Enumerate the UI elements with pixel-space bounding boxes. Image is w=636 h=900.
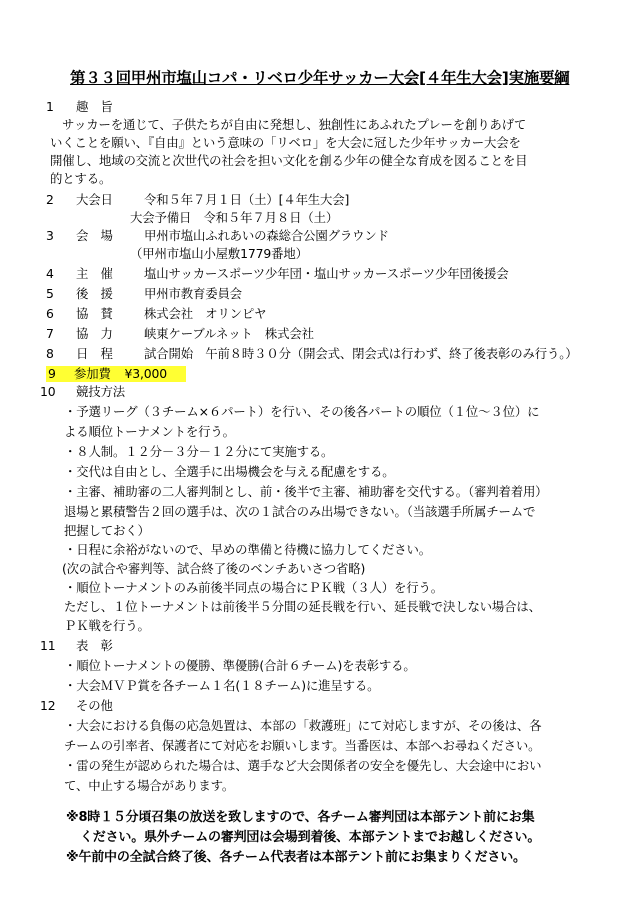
section-number: 5 bbox=[46, 286, 54, 301]
schedule: 試合開始 午前８時３０分（開会式、閉会式は行わず、終了後表彰のみ行う。） bbox=[144, 346, 578, 361]
venue: 甲州市塩山ふれあいの森総合公園グラウンド bbox=[144, 228, 389, 243]
section-label: 参加費 bbox=[74, 366, 111, 381]
rule-line: ・交代は自由とし、全選手に出場機会を与える配慮をする。 bbox=[64, 464, 395, 479]
rule-line: ＰＫ戦を行う。 bbox=[64, 618, 150, 633]
section-label: 大会日 bbox=[76, 192, 113, 207]
organizer: 塩山サッカースポーツ少年団・塩山サッカースポーツ少年団後援会 bbox=[144, 266, 509, 281]
entry-fee-value: ¥3,000 bbox=[124, 366, 167, 381]
section-number: 12 bbox=[40, 698, 56, 713]
section-label: 協 力 bbox=[76, 326, 113, 341]
other-line: チームの引率者、保護者にて対応をお願いします。当番医は、本部へお尋ねください。 bbox=[64, 738, 541, 753]
sponsor: 株式会社 オリンピヤ bbox=[144, 306, 267, 321]
cooperator: 峡東ケーブルネット 株式会社 bbox=[144, 326, 314, 341]
rule-line: (次の試合や審判等、試合終了後のベンチあいさつ省略) bbox=[62, 561, 366, 576]
entry-fee bbox=[72, 366, 186, 382]
notice-line: ※午前中の全試合終了後、各チーム代表者は本部テント前にお集まりください。 bbox=[66, 850, 526, 865]
section-number: 7 bbox=[46, 326, 54, 341]
section-label: 趣 旨 bbox=[76, 99, 113, 114]
rule-line: ・予選リーグ（３チーム×６パート）を行い、その後各パートの順位（１位～３位）に bbox=[64, 404, 540, 419]
section-number: 9 bbox=[46, 366, 76, 382]
section-label: 協 賛 bbox=[76, 306, 113, 321]
section-label: 会 場 bbox=[76, 228, 113, 243]
award-line: ・大会ＭＶＰ賞を各チーム１名(１８チーム)に進呈する。 bbox=[64, 678, 380, 693]
notice-line: ください。県外チームの審判団は会場到着後、本部テントまでお越しください。 bbox=[80, 830, 541, 845]
rule-line: ・日程に余裕がないので、早めの準備と待機に協力してください。 bbox=[64, 542, 431, 557]
document-title: 第３３回甲州市塩山コパ・リベロ少年サッカー大会[４年生大会]実施要綱 bbox=[70, 69, 570, 87]
rule-line: 退場と累積警告２回の選手は、次の１試合のみ出場できない。（当該選手所属チームで bbox=[64, 504, 536, 519]
rule-line: 把握しておく） bbox=[64, 523, 150, 538]
section-number: 2 bbox=[46, 192, 54, 207]
purpose-line: サッカーを通じて、子供たちが自由に発想し、独創性にあふれたプレーを創りあげて bbox=[62, 117, 527, 132]
rule-line: ・８人制。１２分－３分－１２分にて実施する。 bbox=[64, 444, 334, 459]
section-label: 主 催 bbox=[76, 266, 113, 281]
section-number: 8 bbox=[46, 346, 54, 361]
section-number: 6 bbox=[46, 306, 54, 321]
purpose-line: いくことを願い、『自由』という意味の「リベロ」を大会に冠した少年サッカー大会を bbox=[50, 135, 521, 150]
purpose-line: 開催し、地域の交流と次世代の社会を担い文化を創る少年の健全な育成を図ることを目 bbox=[50, 153, 528, 168]
purpose-line: 的とする。 bbox=[50, 171, 112, 186]
other-line: ・大会における負傷の応急処置は、本部の「救護班」にて対応しますが、その後は、各 bbox=[64, 718, 542, 733]
section-label: 後 援 bbox=[76, 286, 113, 301]
section-label: その他 bbox=[76, 698, 113, 713]
rule-line: よる順位トーナメントを行う。 bbox=[64, 424, 235, 439]
venue-address: （甲州市塩山小屋敷1779番地） bbox=[130, 246, 308, 261]
section-number: 4 bbox=[46, 266, 54, 281]
event-date: 令和５年７月１日（土）[４年生大会] bbox=[144, 192, 350, 207]
section-label: 日 程 bbox=[76, 346, 113, 361]
award-line: ・順位トーナメントの優勝、準優勝(合計６チーム)を表彰する。 bbox=[64, 658, 416, 673]
section-number: 1 bbox=[46, 99, 54, 114]
section-label: 表 彰 bbox=[76, 638, 113, 653]
supporter: 甲州市教育委員会 bbox=[144, 286, 242, 301]
reserve-date: 大会予備日 令和５年７月８日（土） bbox=[130, 210, 339, 225]
rule-line: ・主審、補助審の二人審判制とし、前・後半で主審、補助審を交代する。（審判着着用） bbox=[64, 484, 548, 499]
other-line: ・雷の発生が認められた場合は、選手など大会関係者の安全を優先し、大会途中におい bbox=[64, 758, 542, 773]
notice-line: ※8時１５分頃召集の放送を致しますので、各チーム審判団は本部テント前にお集 bbox=[66, 810, 535, 825]
rule-line: ・順位トーナメントのみ前後半同点の場合にＰＫ戦（３人）を行う。 bbox=[64, 580, 443, 595]
section-number: 11 bbox=[40, 638, 56, 653]
other-line: て、中止する場合があります。 bbox=[64, 778, 235, 793]
section-label: 競技方法 bbox=[76, 384, 125, 399]
section-number: 3 bbox=[46, 228, 54, 243]
section-number: 10 bbox=[40, 384, 56, 399]
rule-line: ただし、１位トーナメントは前後半５分間の延長戦を行い、延長戦で決しない場合は、 bbox=[64, 599, 541, 614]
